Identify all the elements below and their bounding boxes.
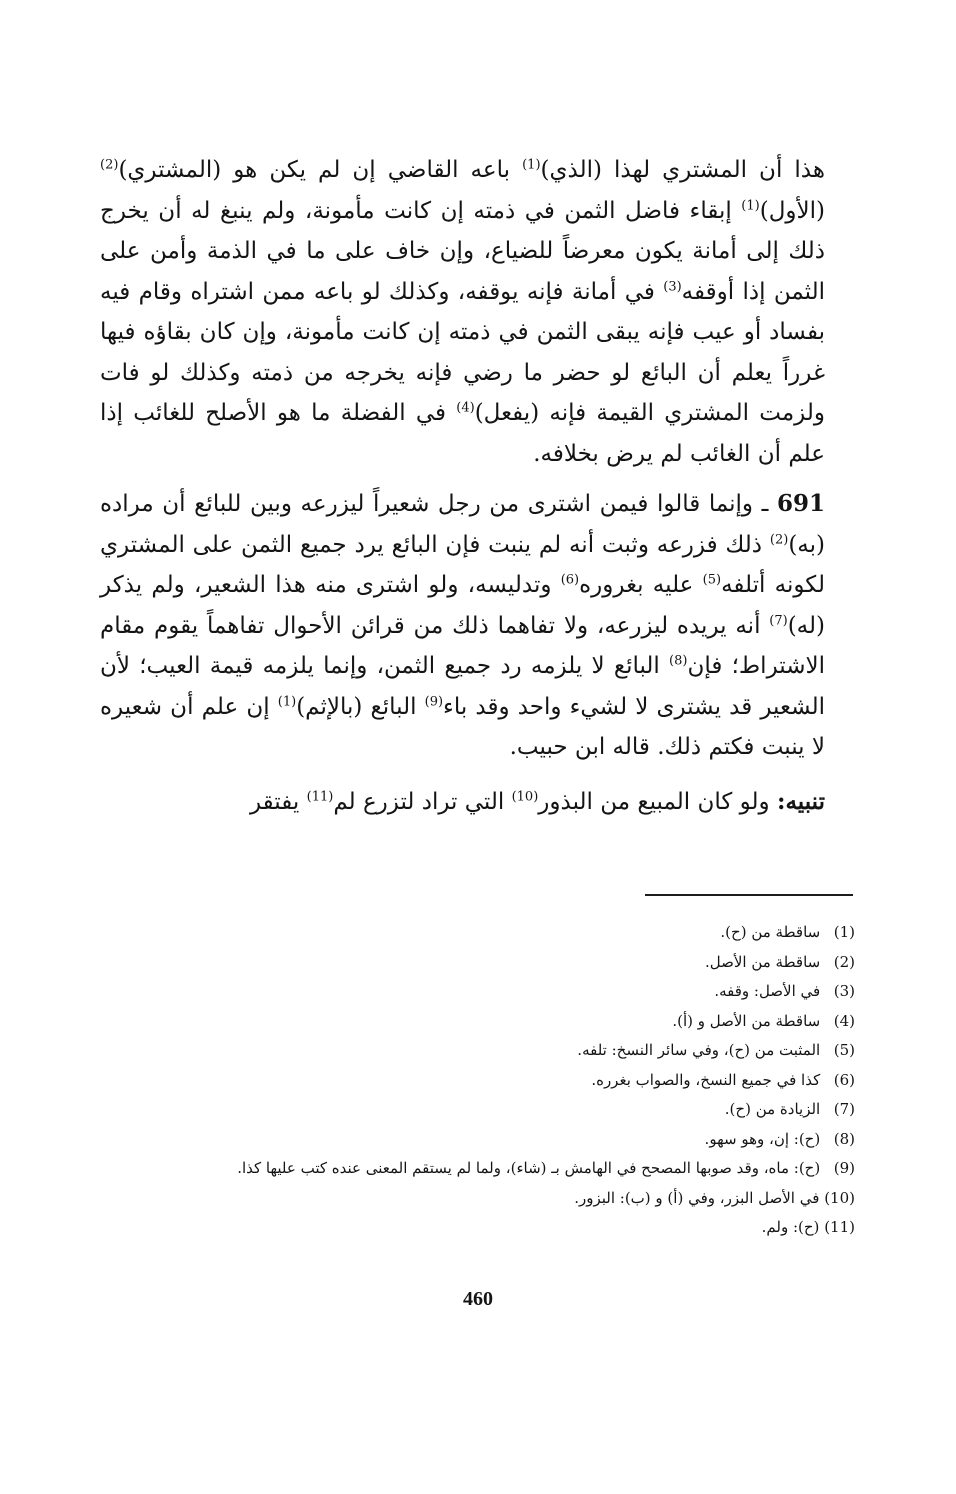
- text-run: إن علم أن شعيره لا ينبت فكتم ذلك. قاله ابن حبيب.: [100, 693, 825, 760]
- footnote-item: [100, 1036, 855, 1066]
- text-run: البائع (بالإثم): [296, 693, 425, 720]
- footnote-text: ساقطة من الأصل.: [704, 952, 821, 971]
- text-run: باعه القاضي إن لم يكن هو (المشتري): [118, 157, 523, 183]
- text-run: في أمانة فإنه يوقفه، وكذلك لو باعه ممن اشتراه وقام فيه بفساد أو عيب فإنه يبقى الثمن في ذمته إن كانت مأمونة، وإن كان بقاؤه فيها غرراً يعلم أن البائع لو حضر ما رضي فإنه يخرجه من ذمته وكذلك لو فات ولزمت المشتري القيمة فإنه (يفعل): [100, 278, 825, 426]
- footnote-ref: (7): [769, 612, 788, 628]
- paragraph-691: [100, 484, 825, 768]
- text-run: عليه بغروره: [579, 572, 703, 598]
- footnote-ref: (11): [306, 788, 334, 804]
- footnote-item: [100, 1125, 855, 1155]
- footnote-text: في الأصل: وقفه.: [714, 982, 821, 1000]
- footnote-number: (7): [833, 1100, 855, 1118]
- footnote-text: (ح): ولم.: [761, 1218, 820, 1236]
- footnote-text: ساقطة من (ح).: [720, 923, 821, 941]
- text-run: (الأول): [759, 197, 825, 224]
- footnote-item: [100, 977, 855, 1007]
- footnote-ref: (1): [741, 197, 760, 213]
- footnote-ref: (1): [277, 693, 297, 709]
- footnote-text: الزيادة من (ح).: [724, 1100, 821, 1118]
- footnote-ref: (4): [456, 400, 475, 416]
- footnote-ref: (1): [522, 157, 541, 173]
- text-run: هذا أن المشتري لهذا (الذي): [540, 157, 825, 183]
- text-run: يفتقر: [249, 788, 307, 815]
- footnote-text: المثبت من (ح)، وفي سائر النسخ: تلفه.: [577, 1041, 821, 1059]
- footnotes-list: [100, 918, 855, 1243]
- footnote-item: [100, 1184, 855, 1214]
- footnote-number: (2): [833, 952, 855, 971]
- text-run: البائع لا يلزمه رد جميع الثمن، وإنما يلزمه قيمة العيب؛ لأن الشعير قد يشترى لا لشيء واحد وقد باء: [100, 653, 825, 720]
- footnote-text: (ح): ماه، وقد صوبها المصحح في الهامش بـ (شاء)، ولما لم يستقم المعنى عنده كتب عليها كذا.: [237, 1159, 821, 1177]
- footnote-item: [100, 918, 855, 948]
- footnote-text: كذا في جميع النسخ، والصواب بغرره.: [591, 1070, 821, 1089]
- text-run: في الفضلة ما هو الأصلح للغائب إذا علم أن الغائب لم يرض بخلافه.: [100, 400, 825, 467]
- note-label: تنبيه:: [776, 787, 825, 815]
- footnote-ref: (10): [511, 788, 539, 804]
- paragraph-continuation: [100, 150, 825, 474]
- footnote-ref: (3): [663, 278, 682, 294]
- footnote-number: (6): [833, 1070, 855, 1089]
- footnote-ref: (6): [560, 572, 580, 588]
- footnote-ref: (9): [424, 693, 444, 709]
- footnote-number: (8): [833, 1129, 855, 1148]
- main-text-body: [100, 150, 825, 822]
- footnote-text: ساقطة من الأصل و (أ).: [672, 1011, 821, 1030]
- footnote-number: (5): [833, 1041, 855, 1059]
- paragraph-number: 691: [776, 490, 825, 517]
- text-run: وتدليسه، ولو اشترى منه هذا الشعير، ولم يذكر (له): [100, 572, 825, 639]
- text-run: أنه يريده ليزرعه، ولا تفاهما ذلك من قرائن الأحوال تفاهماً يقوم مقام الاشتراط؛ فإن: [100, 612, 825, 679]
- footnote-number: (9): [833, 1159, 855, 1177]
- paragraph-note: [100, 782, 825, 823]
- footnote-text: (ح): إن، وهو سهو.: [704, 1129, 821, 1148]
- text-run: التي تراد لتزرع لم: [333, 788, 512, 815]
- footnote-item: [100, 1095, 855, 1125]
- footnote-item: [100, 1213, 855, 1243]
- footnote-number: (10): [824, 1188, 855, 1207]
- footnote-number: (1): [833, 923, 855, 941]
- footnote-number: (4): [833, 1011, 855, 1030]
- footnote-item: [100, 1154, 855, 1184]
- footnote-number: (3): [833, 982, 855, 1000]
- page-number: 460: [463, 1288, 493, 1310]
- footnote-separator: [645, 894, 853, 896]
- footnote-ref: (2): [769, 531, 789, 547]
- footnote-text: في الأصل البزر، وفي (أ) و (ب): البزور.: [574, 1188, 820, 1207]
- text-run: إبقاء فاضل الثمن في ذمته إن كانت مأمونة، ولم ينبغ له أن يخرج ذلك إلى أمانة يكون معرضاً للضياع، وإن خاف على ما في الذمة وأمن على الثمن إذا أوقفه: [100, 197, 825, 305]
- text-run: ولو كان المبيع من البذور: [538, 788, 770, 815]
- footnote-ref: (2): [100, 157, 119, 173]
- text-run: ذلك فزرعه وثبت أنه لم ينبت فإن البائع يرد جميع الثمن على المشتري لكونه أتلفه: [100, 531, 825, 598]
- footnote-number: (11): [824, 1218, 855, 1236]
- footnote-item: [100, 1007, 855, 1037]
- footnote-item: [100, 948, 855, 978]
- footnote-ref: (8): [669, 653, 688, 669]
- text-run: ـ وإنما قالوا فيمن اشترى من رجل شعيراً ليزرعه وبين للبائع أن مراده (به): [100, 491, 825, 558]
- footnote-item: [100, 1066, 855, 1096]
- footnote-ref: (5): [702, 572, 722, 588]
